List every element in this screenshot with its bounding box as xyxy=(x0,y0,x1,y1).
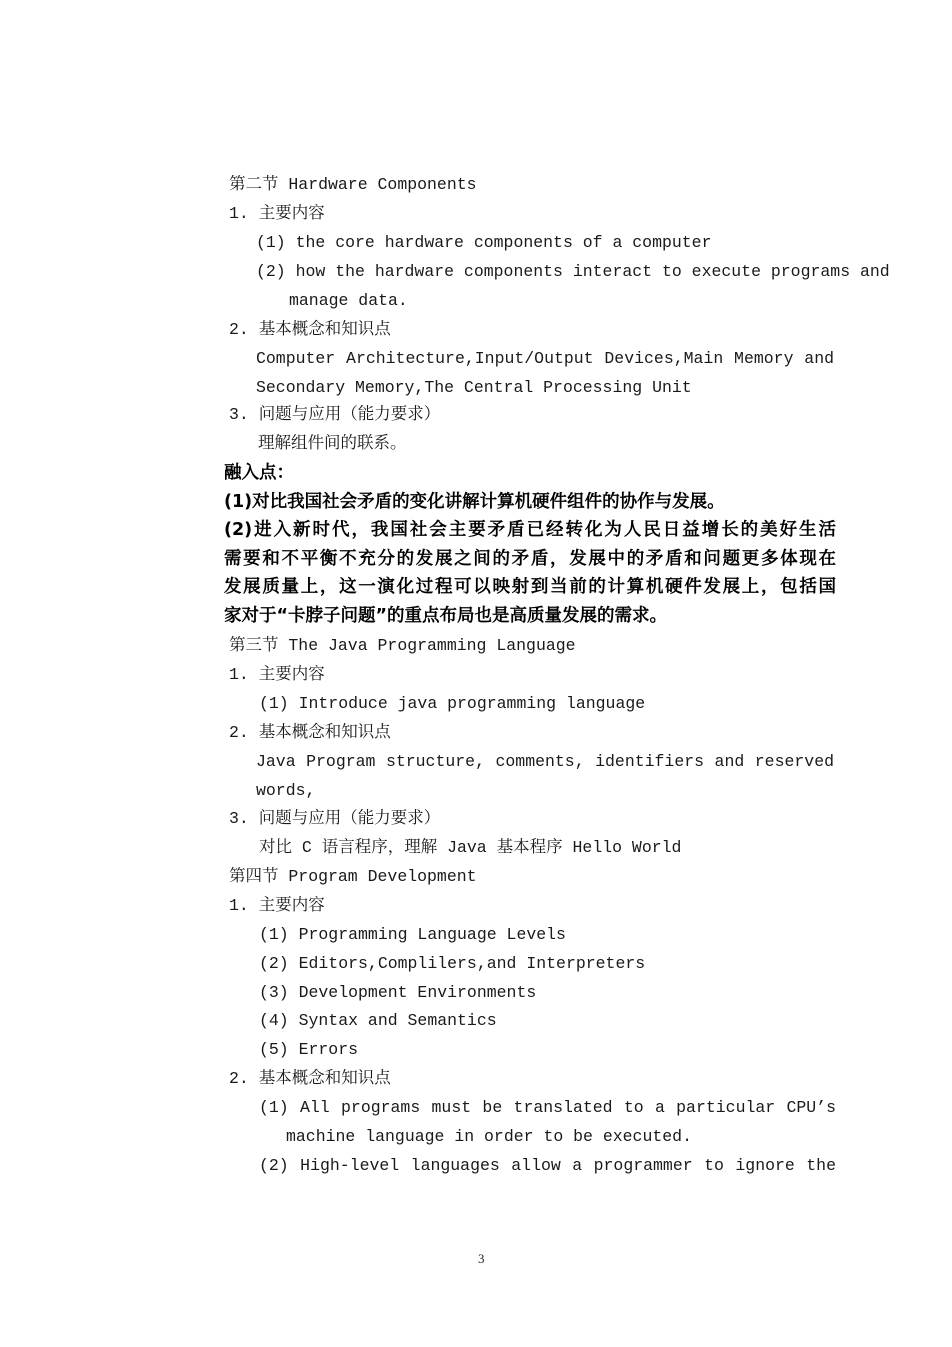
section-3-heading-concepts: 2. 基本概念和知识点 xyxy=(229,723,391,742)
section-4-item: (3) Development Environments xyxy=(259,983,537,1002)
integration-point-1: (1)对比我国社会矛盾的变化讲解计算机硬件组件的协作与发展。 xyxy=(224,492,725,512)
section-2-item-2-line-1: (2) how the hardware components interact to execute programs and xyxy=(256,262,890,281)
integration-point-2-line-4: 家对于“卡脖子问题”的重点布局也是高质量发展的需求。 xyxy=(224,606,668,626)
section-4-item: (5) Errors xyxy=(259,1040,359,1059)
page-number: 3 xyxy=(478,1251,485,1266)
section-2-concepts-line-1: Computer Architecture,Input/Output Devices,Main Memory and xyxy=(256,349,834,368)
section-4-item: (4) Syntax and Semantics xyxy=(259,1011,497,1030)
section-2-heading-main-content: 1. 主要内容 xyxy=(229,204,325,223)
section-2-concepts-line-2: Secondary Memory,The Central Processing Unit xyxy=(256,378,692,397)
section-2-heading-concepts: 2. 基本概念和知识点 xyxy=(229,320,391,339)
integration-point-2-line-3: 发展质量上，这一演化过程可以映射到当前的计算机硬件发展上，包括国 xyxy=(224,577,836,597)
section-2-title: 第二节 Hardware Components xyxy=(229,175,477,194)
section-3-concepts-line-1: Java Program structure, comments, identifiers and reserved xyxy=(256,752,834,771)
section-3-heading-main-content: 1. 主要内容 xyxy=(229,665,325,684)
section-2-application-text: 理解组件间的联系。 xyxy=(258,434,407,453)
integration-point-2-line-2: 需要和不平衡不充分的发展之间的矛盾，发展中的矛盾和问题更多体现在 xyxy=(224,549,836,569)
section-3-title: 第三节 The Java Programming Language xyxy=(229,636,576,655)
section-4-concept-2-line-1: (2) High-level languages allow a programmer to ignore the xyxy=(259,1156,836,1175)
section-2-item-1: (1) the core hardware components of a computer xyxy=(256,233,712,252)
section-2-item-2-line-2: manage data. xyxy=(289,291,408,310)
section-2-heading-applications: 3. 问题与应用（能力要求） xyxy=(229,405,441,424)
section-4-title: 第四节 Program Development xyxy=(229,867,477,886)
integration-point-2-line-1: (2)进入新时代，我国社会主要矛盾已经转化为人民日益增长的美好生活 xyxy=(224,520,836,540)
integration-label: 融入点： xyxy=(224,463,294,483)
section-4-heading-concepts: 2. 基本概念和知识点 xyxy=(229,1069,391,1088)
section-4-heading-main-content: 1. 主要内容 xyxy=(229,896,325,915)
section-3-application-text: 对比 C 语言程序，理解 Java 基本程序 Hello World xyxy=(259,838,682,857)
section-3-concepts-line-2: words, xyxy=(256,781,316,800)
section-4-concept-1-line-1: (1) All programs must be translated to a particular CPU’s xyxy=(259,1098,836,1117)
section-4-item: (1) Programming Language Levels xyxy=(259,925,566,944)
section-3-item-1: (1) Introduce java programming language xyxy=(259,694,646,713)
section-4-concept-1-line-2: machine language in order to be executed. xyxy=(286,1127,692,1146)
section-4-item: (2) Editors,Complilers,and Interpreters xyxy=(259,954,646,973)
section-3-heading-applications: 3. 问题与应用（能力要求） xyxy=(229,809,441,828)
